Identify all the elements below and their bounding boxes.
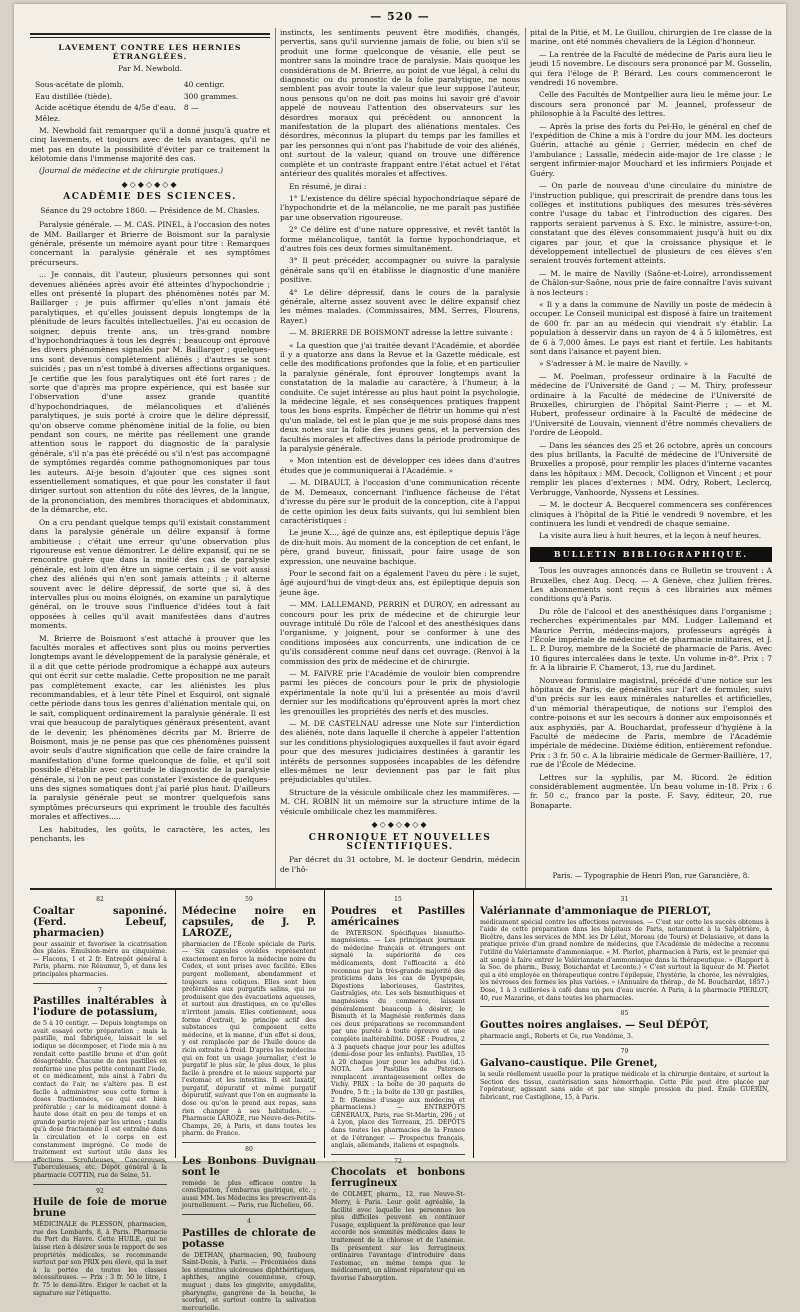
- paragraph: » S'adresser à M. le maire de Navilly. »: [539, 359, 689, 369]
- paragraph: — M. le docteur A. Becquerel commencera ses conférences cliniques à l'hôpital de la Pitié le vendredi 9 novembre, et les continuera les lundi et vendredi de chaque semaine.: [530, 500, 772, 528]
- ad-title: Pastilles inaltérables à l'iodure de potassium,: [33, 996, 167, 1019]
- ad-title: Poudres et Pastilles américaines: [331, 905, 465, 928]
- recipe-amount: 300 grammes.: [183, 91, 239, 101]
- paragraph: Du rôle de l'alcool et des anesthésiques dans l'organisme ; recherches expérimentales par MM. Ludger Lallemand et Maurice Perrin, médecins-majors, professeurs agrégés à l'École impériale de médecine et de pharmacie militaires, et J. L. P. Duroy, membre de la Société de pharmacie de Paris. Avec 10 figures intercalées dans le texte. Un volume in-8°. Prix : 7 fr. A la librairie F. Chamerot, 13, rue du Jardinet.: [530, 606, 772, 673]
- seance-line: Séance du 29 octobre 1860. — Présidence de M. Chasles.: [40, 205, 260, 215]
- section-banner: BULLETIN BIBLIOGRAPHIQUE.: [530, 547, 772, 562]
- paragraph: — M. le maire de Navilly (Saône-et-Loire), arrondissement de Châlon-sur-Saône, nous prie de faire connaître l'avis suivant à nos lecteurs :: [530, 268, 772, 297]
- ad-divider: [324, 890, 325, 1158]
- recipe-ingredient: Eau distillée (tiède).: [35, 91, 113, 101]
- paragraph: — MM. LALLEMAND, PERRIN et DUROY, en adressant au concours pour les prix de médecine et de chirurgie leur ouvrage intitulé Du rôle de l'alcool et des anesthésiques dans l'organisme, y joignent, pour se conformer à une des conditions imposées aux concurrents, une indication de ce qu'ils considèrent comme neuf dans cet ouvrage. (Renvoi à la commission des prix de médecine et de chirurgie.: [280, 600, 520, 666]
- paragraph: Le jeune X..., âgé de quinze ans, est épileptique depuis l'âge de dix-huit mois. Au moment de la conception de cet enfant, le père, grand buveur, finissait, pour faire usage de son expression, une neuvaine bachique.: [280, 528, 520, 566]
- recipe-row: [32, 92, 241, 101]
- paragraph: instincts, les sentiments peuvent être modifiés, changés, pervertis, sans qu'il survienne jamais de folie, ou bien s'il se produit une forme quelconque de vésanie, elle peut se montrer sans la moindre trace de paralysie. Mais quoique les considérations de M. Brierre, au point de vue légal, à celui du diagnostic ou du pronostic de la folie paralytique, ne nous semblent pas avoir toute la valeur que leur suppose l'auteur, nous pensons qu'on ne doit pas moins lui savoir gré d'avoir appelé de nouveau l'attention des observateurs sur les désordres moraux qui précèdent ou annoncent la manifestation de la plupart des aliénations mentales. Ces désordres, méconnus la plupart du temps par les familles et par les personnes qui n'ont pas l'habitude de voir des aliénés, ont surtout de la valeur, quand on trouve une différence complète et un contraste frappant entre l'état actuel et l'état antérieur des qualités morales et affectives.: [280, 28, 520, 179]
- paragraph: Nouveau formulaire magistral, précédé d'une notice sur les hôpitaux de Paris, de généralités sur l'art de formuler, suivi d'un précis sur les eaux minérales naturelles et artificielles, d'un mémorial thérapeutique, de notions sur l'emploi des contre-poisons et sur les secours à donner aux empoisonnés et aux asphyxiés, par A. Bouchardat, professeur d'hygiène à la Faculté de médecine de Paris, membre de l'Académie impériale de médecine. Dixième édition, entièrement refondue. Prix : 3 fr. 50 c. A la librairie médicale de Germer-Baillière, 17, rue de l'École de Médecine.: [530, 675, 772, 770]
- ad-column: [30, 890, 170, 1297]
- ad-body: pharmacie angl., Roberts et Ce, rue Vendôme, 3.: [480, 1032, 633, 1040]
- printer-footer: Paris. — Typographie de Henri Plon, rue Garancière, 8.: [552, 872, 750, 880]
- ad-body: médicament spécial contre les affections nerveuses. — C'est sur cette les succès obtenus à l'aide de cette préparation dans les hôpitaux de Paris, notamment à la Salpêtrière, à Bicêtre, dans les services de MM. les Dr Lélut, Moreau (de Tours) et Delasiauve, et dans la pratique privée d'un grand nombre de médecins, que l'Académie de médecine a reconnu l'utilité du Valériannate d'ammoniaque. « M. Pierlot, pharmacien à Paris, est le premier qui ait songé à faire entrer le Valériannate d'ammoniaque dans la thérapeutique. » (Rapport à la Soc. de pharm., Bussy, Bouchardat et Leconte.) « C'est surtout la liqueur de M. Pierlot qui a été employée en thérapeutique contre l'épilepsie, l'hystérie, la chorée, les névralgies, les névroses des formes les plus variées. » (Annuaire de thérap., de M. Bouchardat, 1857.) Dose, 1 à 3 cuillerées à café dans un peu d'eau sucrée. A Paris, à la pharmacie PIERLOT, 40, rue Mazarine, et dans toutes les pharmacies.: [480, 918, 769, 1002]
- paragraph: — M. DIBAULT, à l'occasion d'une communication récente de M. Demeaux, concernant l'influence fâcheuse de l'état d'ivresse du père sur le produit de la conception, cite à l'appui de cette opinion les deux faits suivants, qui lui semblent bien caractéristiques :: [280, 478, 520, 525]
- ad-number: 4: [247, 1218, 251, 1225]
- page-number: — 520 —: [370, 10, 430, 23]
- ad-title: Les Bonbons Duvignau sont le: [182, 1155, 316, 1178]
- ad-number: 59: [245, 896, 253, 903]
- paragraph: 4° Le délire dépressif, dans le cours de la paralysie générale, alterne assez souvent avec le délire expansif chez les mêmes malades. (Commissaires, MM. Serres, Flourens, Rayer.): [280, 287, 520, 325]
- paragraph: » Mon intention est de développer ces idées dans d'autres études que je communiquerai à l'Académie. »: [280, 456, 520, 475]
- ad-title: Pastilles de chlorate de potasse: [182, 1227, 316, 1250]
- column-2: [280, 28, 520, 888]
- column-divider: [525, 28, 526, 888]
- recipe-ingredient: Acide acétique étendu de 4/5e d'eau.: [35, 103, 176, 113]
- ad-body: remède le plus efficace contre la constipation, l'embarras gastrique, etc. ; aussi MM. les Médecins les prescrivent-ils journellement. — Paris, rue Richelieu, 66.: [182, 1179, 316, 1210]
- ad-separator: [480, 1044, 769, 1045]
- paragraph: Les habitudes, les goûts, le caractère, les actes, les penchants, les: [30, 824, 270, 844]
- ad-number: 31: [620, 896, 629, 903]
- paragraph: — M. BRIERRE DE BOISMONT adresse la lettre suivante :: [289, 328, 513, 338]
- ad-number: 7: [98, 986, 102, 994]
- paragraph: 2° Ce délire est d'une nature oppressive, et revêt tantôt la forme mélancolique, tantôt la forme hypochondriaque, et d'autres fois ces deux formes simultanément.: [280, 225, 520, 253]
- ad-number: 72: [394, 1157, 402, 1165]
- paragraph: ... Je connais, dit l'auteur, plusieurs personnes qui sont devenues aliénées après avoir été atteintes d'hypochondrie ; elles ont présenté la plupart des phénomènes notés par M. Baillarger ; je puis affirmer qu'elles n'ont jamais été paralytiques, et qu'elles jouissent depuis longtemps de la plénitude de leurs facultés intellectuelles. J'ai eu occasion de soigner, depuis trente ans, un très-grand nombre d'hypochondriaques à tous les degrés ; beaucoup ont éprouvé les divers phénomènes signalés par M. Baillarger ; quelques-uns sont devenus complétement aliénés ; d'autres se sont suicidés ; pas un n'est tombé à diverses affections organiques. Je certifie que les fous paralytiques ont été fort rares ; de sorte que d'après ma propre expérience, qui est basée sur l'observation d'une assez grande quantité d'hypochondriaques, de mélancoliques et d'aliénés paralytiques, je suis porté à croire que le délire dépressif, qu'on observe comme phénomène initial de la folie, ou bien pendant son cours, ne mérite pas réellement une grande attention sous le rapport du diagnostic de la paralysie générale, s'il n'a pas été précédé ou s'il n'est pas accompagné de symptômes regardés comme pathognomoniques par tous les auteurs. Ai-je besoin d'ajouter que ces signes sont essentiellement somatiques, et que pour les constater il faut diriger surtout son attention du côté des lèvres, de la langue, de la prononciation, des membres thoraciques et abdominaux, de la démarche, etc.: [30, 270, 270, 515]
- ad-divider: [175, 890, 176, 1158]
- ad-number: 15: [394, 896, 402, 903]
- paragraph: M. Brierre de Boismont s'est attaché à prouver que les facultés morales et affectives sont plus ou moins perverties longtemps avant le développement de la paralysie générale, et il a dit que cette période prodromique a échappé aux auteurs qui ont écrit sur cette maladie. Cette proposition ne me paraît pas complètement exacte, car les aliénistes les plus recommandables, et à leur tête Pinel et Esquirol, ont signalé cette période dans tous les genres d'aliénation mentale qui, on le sait, compliquent ordinairement la paralysie générale. Il est vrai que beaucoup de paralytiques généraux présentent, avant de le devenir, les phénomènes décrits par M. Brierre de Boismont, mais je ne pense pas que ces phénomènes puissent avoir seuls d'autre signification que celle de faire craindre la manifestation d'une forme quelconque de folie, et qu'il soit possible d'établir avec certitude le diagnostic de la paralysie générale, si l'on ne peut pas constater l'existence de quelques-uns des signes somatiques dont j'ai parlé plus haut. D'ailleurs la paralysie générale peut se montrer quelquefois sans symptômes précurseurs qui expriment le trouble des facultés morales et affectives.....: [30, 633, 270, 822]
- recipe-ingredient: Mêlez.: [35, 114, 61, 124]
- recipe-table: [30, 78, 243, 126]
- paragraph: « La question que j'ai traitée devant l'Académie, et abordée il y a quatorze ans dans la Revue et la Gazette médicale, est celle des modifications profondes que la folie, et en particulier la paralysie générale, font éprouver longtemps avant la constatation de la maladie au caractère, à l'humeur, à la conduite. Ce sujet intéresse au plus haut point la psychologie, la médecine légale, et ses conséquences pratiques frappent tous les bons esprits. Empêcher de flétrir un homme qui n'est qu'un malade, tel est le plan que je me suis proposé dans mes deux notes sur la folie des jeunes gens, et la perversion des facultés morales et affectives dans la période prodromique de la paralysie générale.: [280, 340, 520, 454]
- ad-title: Médecine noire en capsules, de J. P. LAROZE,: [182, 905, 316, 939]
- paragraph: — On parle de nouveau d'une circulaire du ministre de l'instruction publique, qui prescrirait de prendre dans tous les collèges et institutions publiques des mesures très-sévères contre l'usage du tabac et l'introduction des cigares. Des rapports seraient parvenus à S. Exc. le ministre, assure-t-on, constatant que des élèves consommaient jusqu'à huit ou dix cigares par jour, et que la croissance physique et le développement intellectuel de plusieurs de ces élèves s'en seraient trouvés fortement atteints.: [530, 181, 772, 266]
- ad-separator: [33, 983, 167, 984]
- paragraph: — M. Poelman, professeur ordinaire à la Faculté de médecine de l'Université de Gand ; — M. Thiry, professeur ordinaire à la Faculté de médecine de l'Université de Bruxelles, chirurgien de l'hôpital Saint-Pierre ; — et M. Hubert, professeur ordinaire à la Faculté de médecine de l'Université de Louvain, viennent d'être nommés chevaliers de l'ordre de Léopold.: [530, 371, 772, 438]
- paragraph: Structure de la vésicule ombilicale chez les mammifères. — M. CH. ROBIN lit un mémoire sur la structure intime de la vésicule ombilicale chez les mammifères.: [280, 787, 520, 816]
- paragraph: — Après la prise des forts du Peï-Ho, le général en chef de l'expédition de Chine a mis à l'ordre du jour MM. les docteurs Guérin, attaché au génie ; Gerrier, médecin en chef de l'ambulance ; Lassalle, médecin aide-major de 1re classe ; le sergent infirmier-major Mouchard et les infirmiers Poujade et Guéry.: [530, 121, 772, 178]
- paragraph: 1° L'existence du délire spécial hypochondriaque séparé de l'hypochondrie et de la mélancolie, ne me paraît pas justifiée par une observation rigoureuse.: [280, 193, 520, 222]
- section-title: CHRONIQUE ET NOUVELLES SCIENTIFIQUES.: [308, 832, 492, 852]
- paragraph: On a cru pendant quelque temps qu'il existait constamment dans la paralysie générale un délire expansif à forme ambitieuse ; c'était une erreur qu'une observation plus rigoureuse est venue démontrer. Le délire expansif, qui ne se rencontre guère que dans la moitié des cas de paralysie générale, est loin d'en être un signe certain ; il se voit aussi chez des aliénés qui n'en sont jamais atteints ; il alterne souvent avec le délire dépressif, de sorte que si, à des intervalles plus ou moins éloignés, on examine un paralytique général, on le trouve sous l'influence d'idées tout à fait opposées à celles qu'il avait manifestées dans d'autres moments.: [30, 517, 270, 631]
- recipe-row: [32, 103, 241, 112]
- paragraph: La visite aura lieu à huit heures, et la leçon à neuf heures.: [539, 531, 762, 541]
- paragraph: Par décret du 31 octobre, M. le docteur Gendrin, médecin de l'hô-: [280, 855, 520, 874]
- ad-column: [179, 890, 319, 1312]
- ad-title: Coaltar saponiné. (Ferd. Lebeuf, pharmacien): [33, 905, 167, 939]
- ad-separator: [182, 1142, 316, 1143]
- ad-body: de PATERSON. Spécifiques bismutho-magnésiens. — Les principaux journaux de médecine français et étrangers ont signalé la supériorité de ces médicaments, dont l'efficacité a été reconnue par la très-grande majorité des praticiens dans les cas de Dyspepsie, Digestions laborieuses, Gastrites, Gastralgies, etc. Les sels bismuthiques et magnésiens du commerce, laissant généralement beaucoup à désirer, le Bismuth et la Magnésie renfermés dans ces deux préparations se recommandent par une pureté à toute épreuve et une complète inaltérabilité. DOSE : Poudres, 2 à 3 paquets chaque jour pour les adultes (demi-dose pour les enfants). Pastilles, 15 à 20 chaque jour pour les adultes (id.). NOTA. Les Pastilles de Paterson remplacent avantageusement celles de Vichy. PRIX : la boîte de 30 paquets de Poudre, 5 fr. ; la boîte de 130 gr. pastilles, 2 fr. (Remise d'usage aux médecins et pharmaciens.) — ENTREPÔTS GÉNÉRAUX, Paris, rue St-Martin, 296 ; et à Lyon, place des Terreaux, 25. DÉPÔTS dans toutes les pharmacies de la France et de l'étranger. — Prospectus français, anglais, allemands, italiens et espagnols.: [331, 929, 465, 1150]
- paragraph: Celle des Facultés de Montpellier aura lieu le même jour. Le discours sera prononcé par M. Jeannel, professeur de philosophie à la Faculté des lettres.: [530, 90, 772, 119]
- source-citation: (Journal de médecine et de chirurgie pratiques.): [39, 166, 224, 176]
- ad-title: Chocolats et bonbons ferrugineux: [331, 1167, 465, 1190]
- ad-title: Huile de foie de morue brune: [33, 1197, 167, 1220]
- paragraph: Lettres sur la syphilis, par M. Ricord. 2e édition considérablement augmentée. Un beau volume in-18. Prix : 6 fr. 50 c., franco par la poste. F. Savy, éditeur, 20, rue Bonaparte.: [530, 772, 772, 810]
- ad-column: [328, 890, 468, 1282]
- ad-number: 79: [620, 1048, 629, 1056]
- ad-separator: [331, 1154, 465, 1155]
- recipe-ingredient: Sous-acétate de plomb.: [35, 80, 124, 90]
- paragraph: — Dans les séances des 25 et 26 octobre, après un concours des plus brillants, la Faculté de médecine de l'Université de Bruxelles a proposé, pour remplir les places d'interne vacantes dans les hôpitaux : MM. Decock, Collignon et Vincent ; et pour remplir les places d'externes : MM. Odry, Robert, Leclercq, Verbrugge, Vanhoorde, Nyssens et Lessines.: [530, 440, 772, 497]
- ad-title: Galvano-caustique. Pile Grenet,: [480, 1057, 658, 1069]
- ad-number: 82: [96, 896, 104, 903]
- recipe-row: [32, 80, 241, 89]
- paragraph: Tous les ouvrages annoncés dans ce Bulletin se trouvent : A Bruxelles, chez Aug. Decq. — A Genève, chez Jullien frères. Les abonnements sont reçus à ces librairies aux mêmes conditions qu'à Paris.: [530, 566, 772, 604]
- column-1: [30, 28, 270, 888]
- ad-number: 92: [96, 1187, 104, 1195]
- ad-number: 85: [620, 1010, 629, 1018]
- ad-body: pharmacien de l'École spéciale de Paris. — Six capsules ovoïdes représentent exactement en force la médecine noire du Codex, et sont prises avec facilité. Elles purgent mollement, abondamment et toujours sans coliques. Elles sont bien préférables aux purgatifs salins, qui ne produisent que des évacuations aqueuses, et surtout aux drastiques, en ce qu'elles n'irritent jamais. Elles contiennent, sous forme d'extrait, le principe actif des substances qui composent cette médecine, et la manne, d'un effet si doux, y est remplacée par de l'huile douce de ricin extraite à froid. D'après les médecins qui en font un usage journalier, c'est le purgatif le plus sûr, le plus doux, le plus facile à prendre et le mieux supporté par l'estomac et les intestins. Il est laxatif, purgatif, dépuratif et même purgatif dépuratif, suivant que l'on en augmente la dose ou qu'on le prend aux repas, sans rien changer à ses habitudes. — Pharmacie LAROZE, rue Neuve-des-Petits-Champs, 26, à Paris, et dans toutes les pharm. de France.: [182, 940, 317, 1138]
- paragraph: — M. DE CASTELNAU adresse une Note sur l'interdiction des aliénés, note dans laquelle il cherche à appeler l'attention sur les conditions physiologiques auxquelles il faut avoir égard pour que des mesures judiciaires destinées à garantir les intérêts de personnes supposées incapables de les défendre elles-mêmes ne leur deviennent pas par le fait plus préjudiciables qu'utiles.: [280, 719, 520, 785]
- ad-column: [477, 890, 772, 1158]
- recipe-amount: [181, 114, 241, 123]
- ad-divider: [473, 890, 474, 1158]
- paragraph: En résumé, je dirai :: [289, 181, 367, 191]
- title-rule: [30, 33, 270, 38]
- ad-body: de 5 à 10 centigr. — Depuis longtemps on avait essayé cette préparation ; mais la pastille, mal fabriquée, laissait le sel iodique se décomposer, et l'iode mis à nu rendait cette pastille brune et d'un goût désagréable. Chacune de nos pastilles en renferme une plus petite contenant l'iode, et ce médicament, mis ainsi à l'abri du contact de l'air, ne s'altère pas. Il est facile à administrer sous cette forme à doses fractionnées, ce qui est bien préférable ; car le médicament donné à haute dose était en peu de temps et en grande partie rejeté par les urines ; tandis qu'à dose fractionnée il est entraîné dans la circulation et le corps en est constamment imprégné. Ce mode de traitement est surtout utile dans les affections Scrofuleuses, Cancéreuses, Tuberculeuses, etc. Dépôt général à la pharmacie COTTIN, rue de Seine, 51.: [33, 1020, 167, 1180]
- ad-separator: [33, 1184, 167, 1185]
- ad-body: de COLMET, pharm., 12, rue Neuve-St-Merry, à Paris. Leur goût agréable, la facilité avec laquelle les personnes les plus difficiles peuvent en continuer l'usage, expliquent la préférence que leur accorde nos sommités médicales dans le traitement de la chlorose et de l'anémie. Ils présentent sur les ferrugineux ordinaires l'avantage d'introduire dans l'estomac, en même temps que le médicament, un aliment réparateur qui en favorise l'absorption.: [331, 1191, 465, 1282]
- ad-separator: [182, 1214, 316, 1215]
- column-divider: [275, 28, 276, 888]
- paragraph: « Il y a dans la commune de Navilly un poste de médecin à occuper. Le Conseil municipal est disposé à faire un traitement de 600 fr. par an au médecin qui viendrait s'y établir. La population à desservir dans un rayon de 4 à 5 kilomètres, est de 6 à 7,000 âmes. Le pays est riant et fertile. Les habitants sont dans l'aisance et payent bien.: [530, 299, 772, 356]
- ad-title: Valériannate d'ammoniaque de PIERLOT,: [480, 905, 712, 917]
- ad-separator: [480, 1006, 769, 1007]
- recipe-amount: 8 —: [183, 103, 199, 113]
- paragraph: — M. FAIVRE prie l'Académie de vouloir bien comprendre parmi les pièces de concours pour le prix de physiologie expérimentale la note qu'il lui a présentée au mois d'avril dernier sur les modifications qu'éprouvent après la mort chez les grenouilles les propriétés des nerfs et des muscles.: [280, 669, 520, 716]
- paragraph: 3° Il peut précéder, accompagner ou suivre la paralysie générale sans qu'il en établisse le diagnostic d'une manière positive.: [280, 256, 520, 285]
- ornament-divider: ◆◇◆◇◆◇◆: [371, 820, 429, 830]
- newspaper-page: [14, 4, 786, 1312]
- article-title: LAVEMENT CONTRE LES HERNIES ÉTRANGLÉES.: [58, 43, 242, 62]
- section-title: ACADÉMIE DES SCIENCES.: [63, 192, 237, 203]
- paragraph: pital de la Pitié, et M. Le Guillou, chirurgien de 1re classe de la marine, ont été nommés chevaliers de la Légion d'honneur.: [530, 28, 772, 47]
- ad-title: Gouttes noires anglaises. — Seul DÉPÔT,: [480, 1019, 710, 1031]
- ad-body: MÉDICINALE de PLESSON, pharmacien, rue des Lombards, 8, à Paris. Pharmacie du Port du Havre. Cette HUILE, qui ne laisse rien à désirer sous le rapport de ses propriétés médicales, se recommande surtout par son PRIX peu élevé, qui la met à la portée de toutes les classes nécessiteuses. — Prix : 3 fr. 50 le litre, 1 fr. 75 le demi-litre. Exiger le cachet et la signature sur l'étiquette.: [33, 1221, 167, 1297]
- recipe-amount: 40 centigr.: [183, 80, 225, 90]
- paragraph: Paralysie générale. — M. CAS. PINEL, à l'occasion des notes de MM. Baillarger et Brierre de Boismont sur la paralysie générale, présente un mémoire ayant pour titre : Remarques concernant la paralysie générale et ses symptômes précurseurs.: [30, 220, 270, 267]
- ad-body: de DETHAN, pharmacien, 90, faubourg Saint-Denis, à Paris. — Préconisées dans les stomatites ulcéreuses diphthéritiques, aphthes, angine couenneuse, croup, muguet ; dans les gingivite, amygdalite, pharyngite, gangrène de la bouche, le scorbut, et surtout contre la salivation mercurielle.: [182, 1251, 316, 1312]
- ad-body: la seule réellement usuelle pour la pratique médicale et la chirurgie dentaire, et surtout la Section des tissus, cautérisation sans hémorrhagie. Cette Pile peut être placée par l'opérateur, agissant sans aide et par une simple pression du pied. Émile GUÉRIN, fabricant, rue Castiglione, 15, à Paris.: [480, 1070, 769, 1101]
- column-3: [530, 28, 772, 868]
- paragraph: M. Newbold fait remarquer qu'il a donné jusqu'à quatre et cinq lavements, et toujours avec de tels avantages, qu'il ne met pas en doute la possibilité d'éviter par ce traitement la kélotomie dans l'immense majorité des cas.: [30, 125, 270, 164]
- paragraph: — La rentrée de la Faculté de médecine de Paris aura lieu le jeudi 15 novembre. Le discours sera prononcé par M. Gosselin, qui fera l'éloge de P. Bérard. Les cours commenceront le vendredi 16 novembre.: [530, 49, 772, 88]
- ad-body: pour assainir et favoriser la cicatrisation des plaies. Émulsion-mère au cinquième. — Flacons, 1 et 2 fr. Entrepôt général à Paris, pharm. rue Réaumur, 5, et dans les principales pharmacies.: [33, 940, 167, 978]
- article-author: Par M. Newbold.: [118, 63, 182, 73]
- recipe-row: [32, 114, 241, 123]
- advertisements-band: [30, 888, 772, 1312]
- ornament-divider: ◆◇◆◇◆◇◆: [121, 179, 179, 189]
- ad-number: 80: [245, 1146, 253, 1154]
- paragraph: Pour le second fait on a également l'aveu du père : le sujet, âgé aujourd'hui de vingt-deux ans, est épileptique depuis son jeune âge.: [280, 568, 520, 597]
